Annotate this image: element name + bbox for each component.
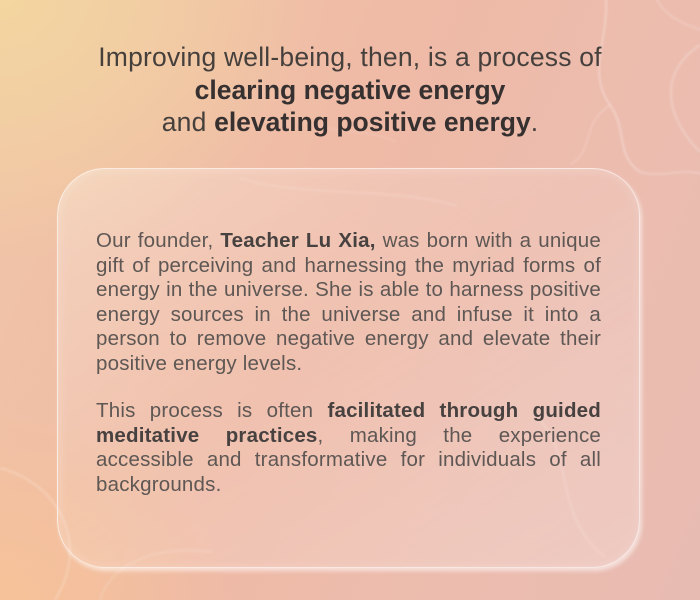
card-paragraph-process [96,399,601,497]
paragraph-1-bold-teacher-lu-xia: Teacher Lu Xia, [220,229,376,252]
glass-card [57,168,640,568]
paragraph-1-text-continued: was born with a unique gift of perceiving and harnessing the myriad forms of energy in the universe. She is able to harness positive energy sources in the universe and infuse it into a person to remove negative energy and elevate their positive energy levels. [96,229,601,375]
paragraph-2-bold-meditative-practices: facilitated through guided meditative practices [96,399,601,447]
paragraph-2-text-continued: , making the experience accessible and transformative for individuals of all backgrounds. [96,423,601,496]
page-title [0,41,700,139]
heading-line-3 [0,106,700,139]
heading-line-3-period: . [530,107,539,137]
paragraph-1-text: Our founder, [96,229,221,252]
heading-line-1-text: Improving well-being, then, is a process of [98,42,602,72]
heading-line-2 [0,74,700,107]
heading-bold-clearing-negative-energy: clearing negative energy [194,74,506,105]
paragraph-2-text: This process is often [96,399,328,422]
heading-line-1 [0,41,700,74]
heading-bold-elevating-positive-energy: elevating positive energy [214,107,531,137]
card-paragraph-founder [96,229,601,376]
heading-line-3-prefix: and [161,107,215,137]
